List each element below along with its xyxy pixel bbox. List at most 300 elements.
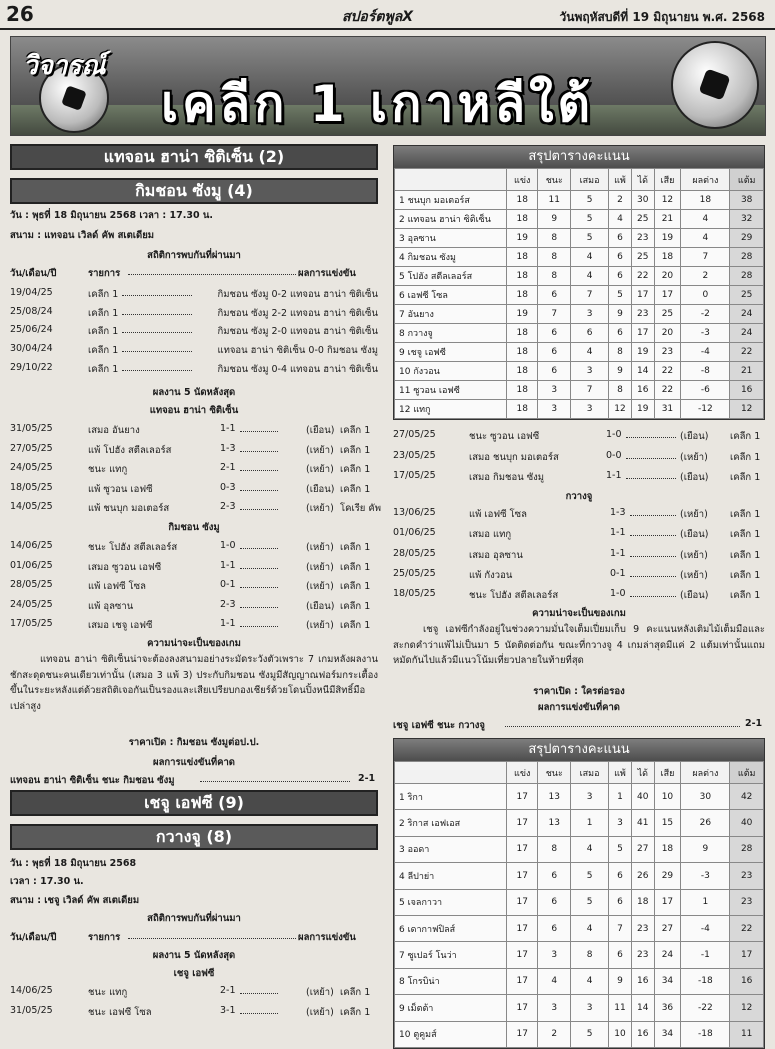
standings-cell: 18 xyxy=(654,836,681,862)
form-comp: เคลีก 1 xyxy=(730,451,761,463)
standings-row xyxy=(395,810,764,836)
standings-row xyxy=(395,968,764,994)
standings-cell: 0 xyxy=(681,286,730,305)
standings-cell: 9 xyxy=(608,968,631,994)
standings-cell: 13 xyxy=(538,784,571,810)
standings-cell: 17 xyxy=(632,324,655,343)
page-header xyxy=(0,0,775,30)
standings-cell: 38 xyxy=(730,191,764,210)
standings-cell: 18 xyxy=(507,343,538,362)
standings-row xyxy=(395,995,764,1021)
standings-cell: 36 xyxy=(654,995,681,1021)
form-venue: (เยือน) xyxy=(680,431,709,442)
standings-cell: 4 xyxy=(571,968,609,994)
standings-cell: -4 xyxy=(681,915,730,941)
standings-cell: 11 xyxy=(608,995,631,1021)
standings-cell: 15 xyxy=(654,810,681,836)
standings-cell: 17 xyxy=(507,1021,538,1047)
col-comp-header: รายการ xyxy=(88,268,121,279)
standings-cell: 8 xyxy=(571,942,609,968)
standings-row xyxy=(395,863,764,889)
team-name: 2 แทจอน ฮาน่า ซิติเซ็น xyxy=(395,210,507,229)
standings-col-header: แพ้ xyxy=(608,169,631,191)
standings-row xyxy=(395,784,764,810)
standings-cell: 6 xyxy=(608,267,631,286)
form-result: เสมอ อุลซาน xyxy=(469,549,523,561)
standings-cell: 12 xyxy=(730,400,764,419)
form-title: ผลงาน 5 นัดหลังสุด xyxy=(152,950,236,961)
brand-logo: สปอร์ตพูลX xyxy=(342,9,414,25)
analysis-title: ความน่าจะเป็นของเกม xyxy=(147,638,241,649)
standings-cell: 18 xyxy=(507,286,538,305)
team-name: 7 อันยาง xyxy=(395,305,507,324)
standings-cell: 10 xyxy=(654,784,681,810)
standings-col-header: เสีย xyxy=(654,762,681,784)
standings-cell: 5 xyxy=(571,863,609,889)
form-venue: (เยือน) xyxy=(680,529,709,541)
standings-row xyxy=(395,1021,764,1047)
standings-cell: 8 xyxy=(608,343,631,362)
standings-cell: 19 xyxy=(654,229,681,248)
form-result: แพ้ โปฮัง สตีลเลอร์ส xyxy=(88,444,172,456)
standings-cell: 1 xyxy=(681,889,730,915)
standings-row xyxy=(395,942,764,968)
form-result: ชนะ โปฮัง สตีลเลอร์ส xyxy=(88,542,178,553)
standings-cell: 2 xyxy=(538,1021,571,1047)
standings-col-header: ได้ xyxy=(632,169,655,191)
h2h-comp: เคลีก 1 xyxy=(88,289,119,300)
standings-col-header: แข่ง xyxy=(507,169,538,191)
standings-cell: 29 xyxy=(730,229,764,248)
standings-cell: 6 xyxy=(608,863,631,889)
team-name: 1 ชนบุก มอเตอร์ส xyxy=(395,191,507,210)
standings-cell: 2 xyxy=(608,191,631,210)
form-comp: เคลีก 1 xyxy=(340,561,371,573)
form-comp: เคลีก 1 xyxy=(340,444,371,456)
standings-cell: 7 xyxy=(608,915,631,941)
standings-cell: 17 xyxy=(507,942,538,968)
form-result: เสมอ ชนบุก มอเตอร์ส xyxy=(469,451,559,463)
form-result: เสมอ ซูวอน เอฟซี xyxy=(88,561,162,573)
standings-col-header: ผลต่าง xyxy=(681,762,730,784)
form-result: เสมอ กิมชอน ซังมู xyxy=(469,472,545,483)
standings-table xyxy=(393,145,765,420)
dotted-leader xyxy=(630,568,676,577)
dotted-leader xyxy=(240,618,278,627)
standings-cell: 23 xyxy=(632,915,655,941)
dotted-leader xyxy=(630,588,676,597)
standings-cell: 26 xyxy=(632,863,655,889)
standings-cell: 6 xyxy=(608,942,631,968)
dotted-leader xyxy=(505,718,740,727)
standings-row xyxy=(395,362,764,381)
standings-cell: -22 xyxy=(681,995,730,1021)
form-result: ชนะ โปฮัง สตีลเลอร์ส xyxy=(469,590,559,602)
standings-cell: 6 xyxy=(538,863,571,889)
standings-cell: 3 xyxy=(571,305,609,324)
form-score: 1-3 xyxy=(220,442,236,454)
match-venue-line: สนาม : แทจอน เวิลด์ คัพ สเตเดียม xyxy=(10,230,155,241)
standings-col-header: ได้ xyxy=(632,762,655,784)
dotted-leader xyxy=(240,443,278,452)
form-result: เสมอ เชจู เอฟซี xyxy=(88,620,153,631)
form-comp: โคเรีย คัพ xyxy=(340,503,382,514)
dotted-leader xyxy=(240,599,278,608)
form-comp: เคลีก 1 xyxy=(340,542,371,553)
standings-row xyxy=(395,229,764,248)
standings-table xyxy=(393,738,765,1049)
standings-cell: 1 xyxy=(608,784,631,810)
standings-cell: 17 xyxy=(507,810,538,836)
form-venue: (เหย้า) xyxy=(306,1006,334,1018)
match-venue-line: สนาม : เชจู เวิลด์ คัพ สเตเดียม xyxy=(10,895,140,906)
standings-cell: 19 xyxy=(507,229,538,248)
team-name: 10 ตูคูมส์ xyxy=(395,1021,507,1047)
match-home-team-bar: แทจอน ฮาน่า ซิติเซ็น (2) xyxy=(10,144,378,170)
form-result: ชนะ แทกู xyxy=(88,464,128,475)
h2h-title: สถิติการพบกันที่ผ่านมา xyxy=(147,250,241,261)
form-date: 24/05/25 xyxy=(10,598,53,610)
dotted-leader xyxy=(128,266,296,275)
standings-cell: 9 xyxy=(608,305,631,324)
issue-date: วันพฤหัสบดีที่ 19 มิถุนายน พ.ศ. 2568 xyxy=(559,10,765,24)
standings-cell: 17 xyxy=(654,889,681,915)
home-form-team: เชจู เอฟซี xyxy=(173,968,215,979)
standings-cell: 17 xyxy=(730,942,764,968)
standings-cell: 1 xyxy=(571,810,609,836)
form-comp: เคลีก 1 xyxy=(340,600,371,612)
standings-cell: 32 xyxy=(730,210,764,229)
form-score: 1-1 xyxy=(220,423,236,434)
away-form-team: กิมชอน ซังมู xyxy=(168,522,220,533)
standings-cell: 11 xyxy=(730,1021,764,1047)
dotted-leader xyxy=(240,985,278,994)
standings-cell: 5 xyxy=(571,1021,609,1047)
standings-cell: 3 xyxy=(571,400,609,419)
team-name: 11 ซูวอน เอฟซี xyxy=(395,381,507,400)
h2h-result: แทจอน ฮาน่า ซิติเซ็น 0-0 กิมชอน ซังมู xyxy=(217,345,378,357)
standings-cell: 9 xyxy=(681,836,730,862)
form-score: 3-1 xyxy=(220,1004,236,1016)
team-col-header xyxy=(395,762,507,784)
standings-cell: 22 xyxy=(654,362,681,381)
standings-cell: 6 xyxy=(538,343,571,362)
team-name: 5 เจลกาวา xyxy=(395,889,507,915)
team-name: 3 ออดา xyxy=(395,836,507,862)
form-date: 13/06/25 xyxy=(393,507,436,518)
form-date: 24/05/25 xyxy=(10,462,53,473)
form-venue: (เหย้า) xyxy=(306,620,334,631)
standings-cell: 5 xyxy=(571,889,609,915)
standings-row xyxy=(395,889,764,915)
standings-cell: 4 xyxy=(571,915,609,941)
standings-cell: 40 xyxy=(632,784,655,810)
form-score: 0-1 xyxy=(220,579,236,590)
h2h-result: กิมชอน ซังมู 2-0 แทจอน ฮาน่า ซิติเซ็น xyxy=(217,326,378,338)
form-result: แพ้ กังวอน xyxy=(469,569,513,581)
standings-cell: 28 xyxy=(730,248,764,267)
form-comp: เคลีก 1 xyxy=(340,483,371,495)
form-date: 14/06/25 xyxy=(10,985,53,996)
form-score: 1-1 xyxy=(220,618,236,629)
form-title: ผลงาน 5 นัดหลังสุด xyxy=(152,387,236,398)
col-date-header: วัน/เดือน/ปี xyxy=(10,268,57,279)
standings-cell: 18 xyxy=(507,324,538,343)
standings-cell: 4 xyxy=(608,210,631,229)
standings-row xyxy=(395,836,764,862)
team-name: 6 เดากาฟปิลส์ xyxy=(395,915,507,941)
standings-cell: 14 xyxy=(632,362,655,381)
prediction-title: ผลการแข่งขันที่คาด xyxy=(538,702,620,713)
standings-cell: 11 xyxy=(538,191,571,210)
standings-cell: 8 xyxy=(538,248,571,267)
standings-cell: 3 xyxy=(571,995,609,1021)
team-name: 9 เม็ตต้า xyxy=(395,995,507,1021)
standings-cell: 6 xyxy=(538,915,571,941)
standings-cell: 6 xyxy=(538,324,571,343)
form-comp: เคลีก 1 xyxy=(340,425,371,436)
standings-cell: 22 xyxy=(730,343,764,362)
standings-cell: 4 xyxy=(571,836,609,862)
form-venue: (เหย้า) xyxy=(306,464,334,475)
form-comp: เคลีก 1 xyxy=(730,590,761,602)
standings-cell: 14 xyxy=(632,995,655,1021)
standings-cell: 7 xyxy=(571,381,609,400)
form-venue: (เหย้า) xyxy=(680,549,708,561)
form-comp: เคลีก 1 xyxy=(340,987,371,998)
prediction-score: 2-1 xyxy=(358,773,376,784)
standings-cell: 19 xyxy=(632,400,655,419)
form-result: เสมอ แทกู xyxy=(469,529,512,541)
team-name: 4 ลีปาย่า xyxy=(395,863,507,889)
form-venue: (เหย้า) xyxy=(680,451,708,463)
h2h-comp: เคลีก 1 xyxy=(88,345,119,357)
team-name: 12 แทกู xyxy=(395,400,507,419)
form-date: 25/05/25 xyxy=(393,567,436,579)
h2h-comp: เคลีก 1 xyxy=(88,307,119,319)
form-score: 0-0 xyxy=(606,449,622,461)
opening-price: ราคาเปิด : ใครต่อรอง xyxy=(533,686,625,697)
form-venue: (เหย้า) xyxy=(306,581,334,592)
dotted-leader xyxy=(240,1005,278,1014)
standings-cell: 8 xyxy=(538,229,571,248)
standings-cell: 26 xyxy=(681,810,730,836)
standings-cell: 20 xyxy=(654,267,681,286)
standings-cell: -12 xyxy=(681,400,730,419)
standings-cell: 17 xyxy=(507,968,538,994)
page-number: 26 xyxy=(6,2,34,26)
h2h-comp: เคลีก 1 xyxy=(88,363,119,375)
standings-cell: 31 xyxy=(654,400,681,419)
standings-cell: 23 xyxy=(632,942,655,968)
standings-row xyxy=(395,381,764,400)
dotted-leader xyxy=(240,501,278,510)
dotted-leader xyxy=(626,450,676,459)
standings-cell: 2 xyxy=(681,267,730,286)
standings-cell: 18 xyxy=(654,248,681,267)
standings-row xyxy=(395,191,764,210)
form-venue: (เยือน) xyxy=(680,590,709,602)
opening-price: ราคาเปิด : กิมชอน ซังมูต่อป.ป. xyxy=(128,737,260,748)
dotted-leader xyxy=(240,560,278,569)
standings-cell: 6 xyxy=(608,324,631,343)
standings-cell: -2 xyxy=(681,305,730,324)
banner-title: เคลีก 1 เกาหลีใต้ xyxy=(161,75,594,133)
standings-cell: 5 xyxy=(571,210,609,229)
standings-cell: -18 xyxy=(681,1021,730,1047)
form-score: 1-0 xyxy=(606,429,622,440)
form-venue: (เยือน) xyxy=(306,483,335,495)
standings-cell: 7 xyxy=(538,305,571,324)
standings-cell: -1 xyxy=(681,942,730,968)
standings-row xyxy=(395,343,764,362)
form-score: 1-1 xyxy=(610,547,626,559)
form-comp: เคลีก 1 xyxy=(730,509,761,520)
dotted-leader xyxy=(240,579,278,588)
standings-cell: 18 xyxy=(507,267,538,286)
form-venue: (เหย้า) xyxy=(306,542,334,553)
standings-cell: 28 xyxy=(730,836,764,862)
standings-cell: 34 xyxy=(654,1021,681,1047)
form-comp: เคลีก 1 xyxy=(730,431,761,442)
standings-cell: 22 xyxy=(654,381,681,400)
standings-cell: 6 xyxy=(571,324,609,343)
prediction-text: แทจอน ฮาน่า ซิติเซ็น ชนะ กิมชอน ซังมู xyxy=(10,775,175,786)
analysis-text: เชจู เอฟซีกำลังอยู่ในช่วงความมั่นใจเต็มเปี่ยมเก็บ 9 คะแนนหลังเติมไม้เต็มมือและสะกดคำว่าแพ้ไม่เป็นมา 5 นัดติดต่อกัน ขณะที่กวางจู 4 เกมล่าสุดมีแค่ 2 แต้มเท่านั้นแถมหมัดกันไปแล้วมีแนวโน้มเที่ยวปลายในท้ายที่สุด xyxy=(393,624,765,666)
standings-cell: -18 xyxy=(681,968,730,994)
team-col-header xyxy=(395,169,507,191)
standings-cell: 4 xyxy=(571,248,609,267)
standings-cell: 29 xyxy=(654,863,681,889)
standings-cell: 23 xyxy=(632,305,655,324)
standings-cell: -6 xyxy=(681,381,730,400)
col-result-header: ผลการแข่งขัน xyxy=(298,268,356,279)
form-result: แพ้ อุลซาน xyxy=(88,600,134,612)
form-date: 31/05/25 xyxy=(10,1004,53,1016)
standings-col-header: แต้ม xyxy=(730,762,764,784)
form-venue: (เยือน) xyxy=(306,425,335,436)
dotted-leader xyxy=(200,773,350,782)
standings-title: สรุปตารางคะแนน xyxy=(394,146,764,168)
team-name: 6 เอฟซี โซล xyxy=(395,286,507,305)
standings-cell: 27 xyxy=(632,836,655,862)
standings-cell: 8 xyxy=(538,267,571,286)
standings-cell: 17 xyxy=(507,995,538,1021)
team-name: 1 ริกา xyxy=(395,784,507,810)
standings-cell: 3 xyxy=(571,784,609,810)
dotted-leader xyxy=(630,548,676,557)
team-name: 5 โปฮัง สตีลเลอร์ส xyxy=(395,267,507,286)
standings-cell: 25 xyxy=(730,286,764,305)
dotted-leader xyxy=(626,429,676,438)
form-date: 28/05/25 xyxy=(393,547,436,559)
form-date: 01/06/25 xyxy=(393,527,436,539)
form-venue: (เยือน) xyxy=(306,600,335,612)
standings-cell: 17 xyxy=(632,286,655,305)
standings-cell: 17 xyxy=(507,863,538,889)
standings-cell: 6 xyxy=(608,229,631,248)
form-comp: เคลีก 1 xyxy=(340,464,371,475)
standings-cell: 16 xyxy=(730,381,764,400)
standings-title: สรุปตารางคะแนน xyxy=(394,739,764,761)
form-result: ชนะ เอฟซี โซล xyxy=(88,1006,152,1018)
standings-cell: 23 xyxy=(654,343,681,362)
standings-cell: 24 xyxy=(730,324,764,343)
standings-row xyxy=(395,305,764,324)
standings-cell: 16 xyxy=(730,968,764,994)
dotted-leader xyxy=(122,306,192,315)
standings-cell: 5 xyxy=(571,229,609,248)
h2h-date: 25/06/24 xyxy=(10,324,53,336)
standings-cell: 22 xyxy=(632,267,655,286)
standings-cell: 16 xyxy=(632,1021,655,1047)
form-venue: (เหย้า) xyxy=(306,444,334,456)
dotted-leader xyxy=(122,362,192,371)
standings-cell: 12 xyxy=(730,995,764,1021)
form-venue: (เยือน) xyxy=(680,472,709,483)
standings-col-header: แพ้ xyxy=(608,762,631,784)
standings-col-header: ชนะ xyxy=(538,762,571,784)
standings-cell: 4 xyxy=(571,343,609,362)
standings-row xyxy=(395,400,764,419)
form-comp: เคลีก 1 xyxy=(340,1006,371,1018)
team-name: 2 ริกาส เอฟเอส xyxy=(395,810,507,836)
form-date: 17/05/25 xyxy=(393,470,436,481)
dotted-leader xyxy=(240,423,278,432)
match-time-line: เวลา : 17.30 น. xyxy=(10,876,84,887)
prediction-text: เชจู เอฟซี ชนะ กวางจู xyxy=(393,720,485,731)
standings-cell: 17 xyxy=(507,915,538,941)
standings-cell: 9 xyxy=(608,362,631,381)
standings-cell: 19 xyxy=(632,343,655,362)
form-score: 1-1 xyxy=(220,559,236,571)
standings-cell: 7 xyxy=(571,286,609,305)
standings-cell: -3 xyxy=(681,324,730,343)
team-name: 8 กวางจู xyxy=(395,324,507,343)
dotted-leader xyxy=(128,930,296,939)
form-comp: เคลีก 1 xyxy=(730,549,761,561)
team-name: 8 โกรบิน่า xyxy=(395,968,507,994)
h2h-result: กิมชอน ซังมู 2-2 แทจอน ฮาน่า ซิติเซ็น xyxy=(217,307,378,319)
form-date: 27/05/25 xyxy=(10,442,53,454)
standings-cell: 19 xyxy=(507,305,538,324)
standings-cell: 30 xyxy=(632,191,655,210)
standings-cell: 6 xyxy=(608,248,631,267)
standings-cell: 8 xyxy=(538,836,571,862)
dotted-leader xyxy=(626,470,676,479)
prediction-title: ผลการแข่งขันที่คาด xyxy=(153,757,235,768)
standings-cell: 13 xyxy=(538,810,571,836)
col-result-header: ผลการแข่งขัน xyxy=(298,932,356,943)
standings-cell: 4 xyxy=(571,267,609,286)
standings-cell: -8 xyxy=(681,362,730,381)
standings-row xyxy=(395,286,764,305)
form-venue: (เหย้า) xyxy=(680,509,708,520)
dotted-leader xyxy=(630,527,676,536)
standings-cell: 25 xyxy=(632,248,655,267)
standings-cell: 28 xyxy=(730,267,764,286)
standings-cell: 40 xyxy=(730,810,764,836)
h2h-result: กิมชอน ซังมู 0-2 แทจอน ฮาน่า ซิติเซ็น xyxy=(217,289,378,300)
form-result: ชนะ ซูวอน เอฟซี xyxy=(469,431,540,442)
standings-cell: 17 xyxy=(507,784,538,810)
h2h-result: กิมชอน ซังมู 0-4 แทจอน ฮาน่า ซิติเซ็น xyxy=(217,363,378,375)
form-venue: (เหย้า) xyxy=(306,503,334,514)
form-score: 2-1 xyxy=(220,462,236,473)
standings-cell: 9 xyxy=(538,210,571,229)
form-score: 1-1 xyxy=(610,527,626,539)
form-date: 27/05/25 xyxy=(393,429,436,440)
